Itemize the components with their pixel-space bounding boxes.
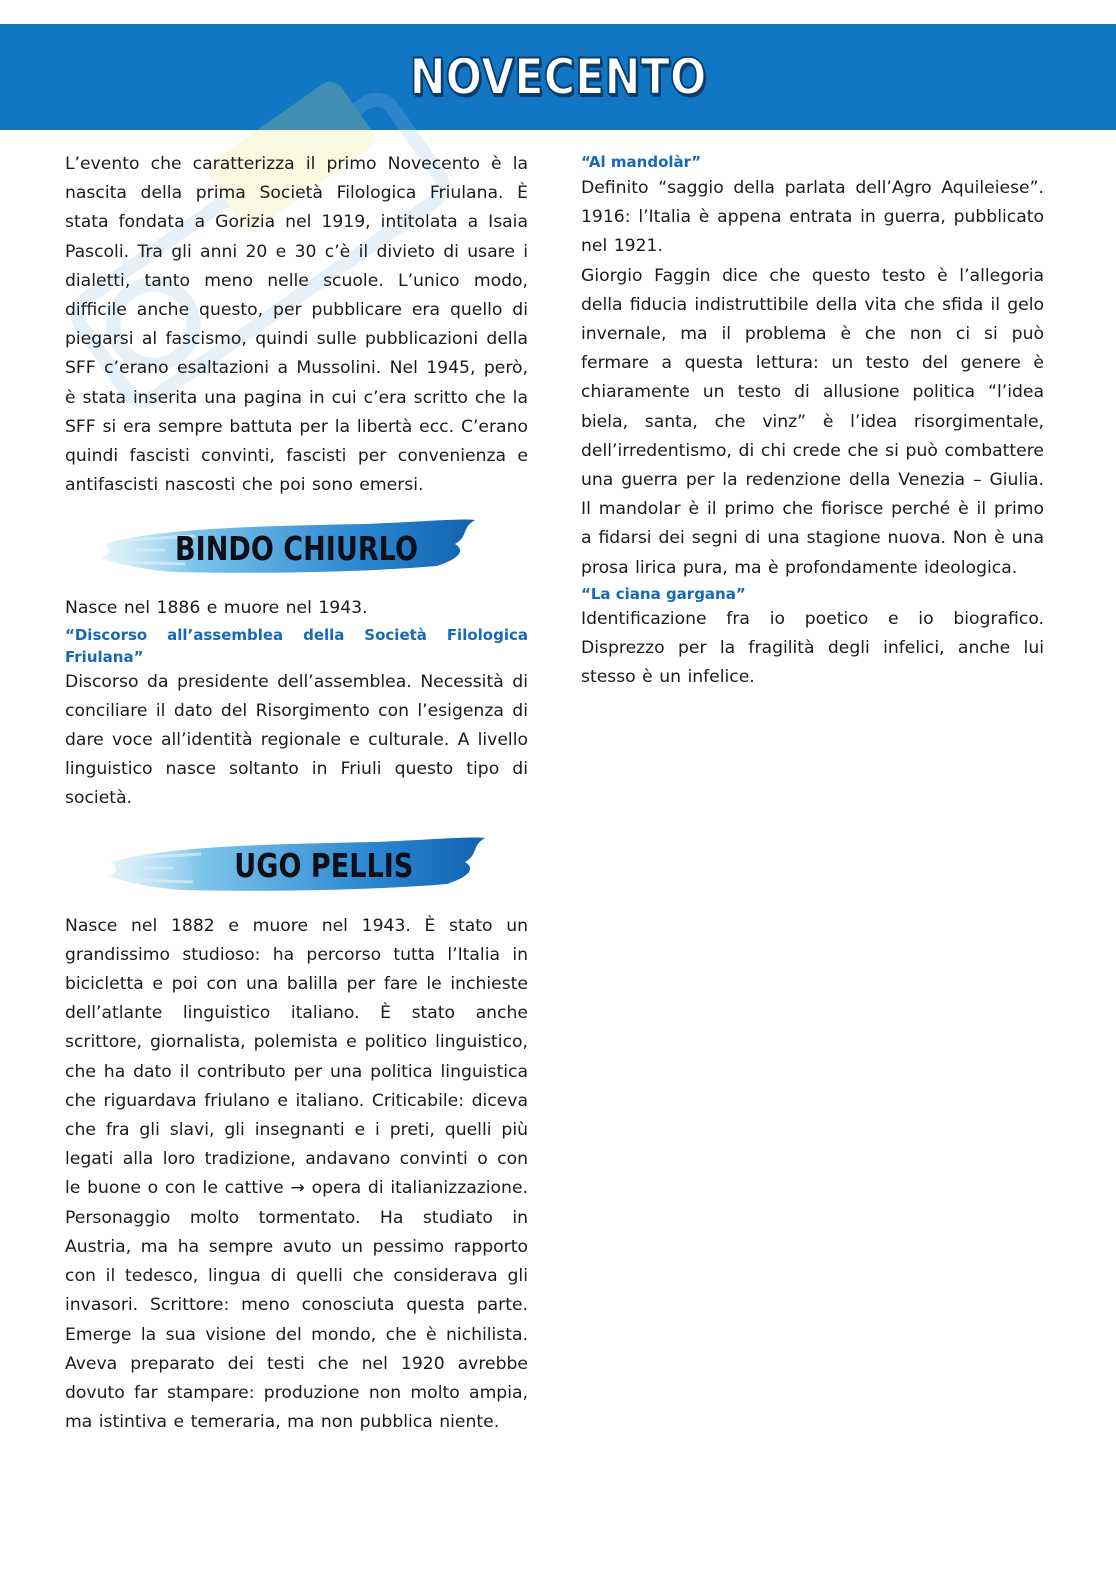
section-banner-ugo-pellis [65, 832, 528, 900]
al-mandolar-analysis: Giorgio Faggin dice che questo testo è l’allegoria della fiducia indistruttibile della vita che sfida il gelo invernale, ma il problema è che non ci si può fermare a questa lettura: un testo del genere è chiaramente un testo di allusione politica “l’idea biela, santa, che vinz” è l’idea risorgimentale, dell’irredentismo, di chi crede che si può combattere una guerra per la redenzione della Venezia – Giulia. Il mandolar è il primo che fiorisce perché è il primo a fidarsi dei segni di una stagione nuova. Non è una prosa lirica pura, ma è profondamente ideologica. [581, 265, 1044, 578]
intro-paragraph: L’evento che caratterizza il primo Novecento è la nascita della prima Società Filologica Friulana. È stata fondata a Gorizia nel 1919, intitolata a Isaia Pascoli. Tra gli anni 20 e 30 c’è il divieto di usare i dialetti, tanto meno nelle scuole. L’unico modo, difficile anche questo, per pubblicare era quello di piegarsi al fascismo, quindi sulle pubblicazioni della SFF c’erano esaltazioni a Mussolini. Nel 1945, però, è stata inserita una pagina in cui c’era scritto che la SFF si era sempre battuta per la libertà ecc. C’erano quindi fascisti convinti, fascisti per convenienza e antifascisti nascosti che poi sono emersi. [65, 154, 528, 496]
bindo-work-text: Discorso da presidente dell’assemblea. Necessità di conciliare il dato del Risorgimento con l’esigenza di dare voce all’identità regionale e culturale. A livello linguistico nasce soltanto in Friuli questo tipo di società. [65, 671, 528, 809]
la-ciana-gargana-text: Identificazione fra io poetico e io biografico. Disprezzo per la fragilità degli infelici, anche lui stesso è un infelice. [581, 608, 1044, 688]
section-banner-bindo-chiurlo [65, 514, 528, 582]
bindo-life: Nasce nel 1886 e muore nel 1943. [65, 598, 368, 619]
ugo-text: Nasce nel 1882 e muore nel 1943. È stato un grandissimo studioso: ha percorso tutta l’Italia in bicicletta e poi con una balilla per fare le inchieste dell’atlante linguistico italiano. È stato anche scrittore, giornalista, polemista e politico linguistico, che ha dato il contributo per una politica linguistica che riguardava friulano e italiano. Criticabile: diceva che fra gli slavi, gli insegnanti e i preti, quelli più legati alla loro tradizione, andavano convinti o con le buone o con le cattive → opera di italianizzazione. Personaggio molto tormentato. Ha studiato in Austria, ma ha sempre avuto un pessimo rapporto con il tedesco, lingua di quelli che considerava gli invasori. Scrittore: meno conosciuta questa parte. Emerge la sua visione del mondo, che è nichilista. Aveva preparato dei testi che nel 1920 avrebbe dovuto far stampare: produzione non molto ampia, ma istintiva e temeraria, ma non pubblica niente. [65, 915, 528, 1433]
bindo-work-title: “Discorso all’assemblea della Società Filologica Friulana” [65, 625, 528, 666]
work-title-al-mandolar: “Al mandolàr” [581, 153, 702, 171]
al-mandolar-intro: Definito “saggio della parlata dell’Agro Aquileiese”. 1916: l’Italia è appena entrata in guerra, pubblicato nel 1921. [581, 178, 1044, 257]
section-title-ugo-pellis: UGO PELLIS [234, 846, 414, 886]
section-title-bindo-chiurlo: BINDO CHIURLO [175, 528, 418, 568]
page-title: NOVECENTO [409, 48, 707, 106]
right-column [581, 150, 1044, 692]
header-band [0, 24, 1116, 130]
left-column [65, 150, 528, 1437]
work-title-la-ciana-gargana: “La ciana gargana” [581, 584, 746, 603]
